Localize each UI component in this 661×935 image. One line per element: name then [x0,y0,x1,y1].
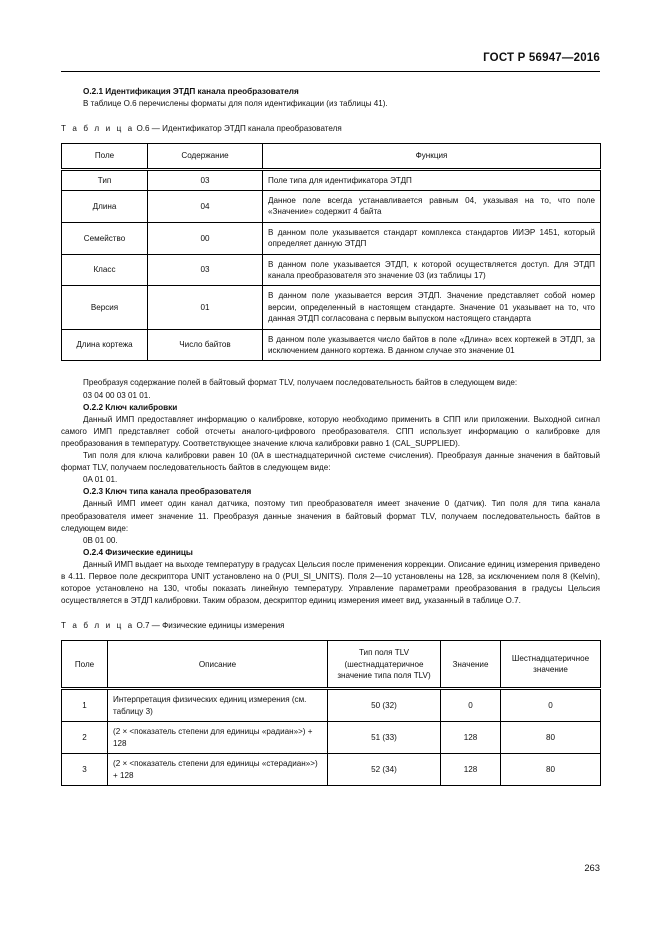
table-6-caption-label: Т а б л и ц а [61,124,135,134]
table-7-caption-text: О.7 — Физические единицы измерения [136,621,285,631]
table-row [62,329,601,361]
table-row [62,222,601,254]
cell-content: 03 [148,169,263,190]
table-row [62,254,601,286]
cell-field: Длина кортежа [62,329,148,361]
col-header-content: Содержание [148,144,263,169]
cell-function: Данное поле всегда устанавливается равным 04, указывая на то, что поле «Значение» содержит 4 байта [263,191,601,223]
cell-hex-value: 0 [501,689,601,722]
cell-function: В данном поле указывается число байтов в поле «Длина» всех кортежей в ЭТДП, за исключением данного кортежа. В данном случае это значение 01 [263,329,601,361]
running-head-standard-number: ГОСТ Р 56947—2016 [483,52,600,64]
spacer [61,361,600,377]
cell-content: 00 [148,222,263,254]
paragraph-o-2-4-1: Данный ИМП выдает на выходе температуру в градусах Цельсия после применения коррекции. Описание единиц измерения приведено в 4.11. Первое поле дескриптора UNIT установлено на 0 (PUI_SI_UNITS). Поля 2—10 установлены на 128, за исключением поля 8 (Kelvin), которое установлено на 130, чтобы показать линейную температуру. Управление параметрами преобразования в градусы Цельсия осуществляется в ЭТДП калибровки. Таким образом, дескриптор единиц измерения имеет вид, указанный в таблице О.7. [61,559,600,606]
cell-description: (2 × <показатель степени для единицы «стерадиан»>) + 128 [108,754,328,786]
table-row [62,689,601,722]
spacer [61,607,600,620]
spacer [61,632,600,640]
table-header-row [62,641,601,689]
paragraph-after-table-6: Преобразуя содержание полей в байтовый формат TLV, получаем последовательность байтов в следующем виде: [83,378,518,388]
page-content [61,86,600,786]
cell-field: 3 [62,754,108,786]
byte-sequence-o-2-2: 0A 01 01. [83,475,118,485]
col-header-value: Значение [441,641,501,689]
cell-tlv-type: 51 (33) [328,722,441,754]
table-row [62,191,601,223]
cell-content: 01 [148,286,263,329]
table-7-caption-label: Т а б л и ц а [61,621,135,631]
heading-o-2-3: О.2.3 Ключ типа канала преобразователя [83,487,252,497]
spacer [61,110,600,123]
cell-description: Интерпретация физических единиц измерения (см. таблицу 3) [108,689,328,722]
table-6-caption-text: О.6 — Идентификатор ЭТДП канала преобразователя [136,124,342,134]
paragraph-o-2-2-2: Тип поля для ключа калибровки равен 10 (0A в шестнадцатеричной системе счисления). Преобразуя данные значения в байтовый формат TLV, получаем последовательность байтов в следующем виде: [61,451,600,473]
table-7-wrapper [61,640,600,786]
cell-function: В данном поле указывается версия ЭТДП. Значение представляет собой номер версии, определенный в настоящем стандарте. Значение 01 указывает на то, что данная ЭТДП согласована с первым выпуском настоящего стандарта [263,286,601,329]
col-header-tlv-type: Тип поля TLV (шестнадцатеричное значение типа поля TLV) [328,641,441,689]
col-header-function: Функция [263,144,601,169]
col-header-field: Поле [62,144,148,169]
cell-field: 2 [62,722,108,754]
table-6-caption [61,123,600,135]
cell-value: 128 [441,754,501,786]
cell-field: Тип [62,169,148,190]
cell-description: (2 × <показатель степени для единицы «радиан»>) + 128 [108,722,328,754]
table-7-caption [61,620,600,632]
table-row [62,754,601,786]
col-header-description: Описание [108,641,328,689]
heading-o-2-2: О.2.2 Ключ калибровки [83,402,178,412]
table-header-row [62,144,601,169]
byte-sequence-o-2-1: 03 04 00 03 01 01. [83,390,151,400]
cell-field: 1 [62,689,108,722]
paragraph-o-2-1-intro: В таблице О.6 перечислены форматы для поля идентификации (из таблицы 41). [83,99,388,109]
table-o6-identifier [61,143,601,361]
table-o7-physical-units [61,640,601,786]
cell-content: 04 [148,191,263,223]
page-number: 263 [584,862,600,873]
heading-o-2-1: О.2.1 Идентификация ЭТДП канала преобразователя [83,87,299,96]
cell-content: Число байтов [148,329,263,361]
table-row [62,286,601,329]
running-head-rule [61,71,600,72]
paragraph-o-2-3-1: Данный ИМП имеет один канал датчика, поэтому тип преобразователя имеет значение 0 (датчик). Тип поля для типа канала преобразователя имеет значение 11. Преобразуя данные значения в байтовый формат TLV, получаем последовательность байтов в следующем виде: [61,499,600,533]
cell-content: 03 [148,254,263,286]
table-row [62,722,601,754]
cell-tlv-type: 50 (32) [328,689,441,722]
cell-hex-value: 80 [501,754,601,786]
heading-o-2-4: О.2.4 Физические единицы [83,547,193,557]
cell-function: В данном поле указывается стандарт комплекса стандартов ИИЭР 1451, который определяет данную ЭТДП [263,222,601,254]
col-header-hex-value: Шестнадцатеричное значение [501,641,601,689]
paragraph-o-2-2-1: Данный ИМП предоставляет информацию о калибровке, которую необходимо применить в СПП или приложении. Выходной сигнал самого ИМП представляет собой отсчеты аналого-цифрового преобразователя. СПП использует информацию о калибровке для преобразования в температуру. Соответствующее значение ключа калибровки равно 1 (CAL_SUPPLIED). [61,414,600,448]
cell-field: Длина [62,191,148,223]
cell-field: Семейство [62,222,148,254]
cell-value: 0 [441,689,501,722]
byte-sequence-o-2-3: 0B 01 00. [83,535,118,545]
cell-field: Версия [62,286,148,329]
cell-tlv-type: 52 (34) [328,754,441,786]
table-6-wrapper [61,143,600,361]
cell-function: Поле типа для идентификатора ЭТДП [263,169,601,190]
cell-hex-value: 80 [501,722,601,754]
cell-function: В данном поле указывается ЭТДП, к которой осуществляется доступ. Для ЭТДП канала преобразователя это значение 03 (из таблицы 17) [263,254,601,286]
col-header-field: Поле [62,641,108,689]
table-7-body [62,689,601,785]
cell-field: Класс [62,254,148,286]
table-6-body [62,169,601,361]
table-row [62,169,601,190]
cell-value: 128 [441,722,501,754]
spacer [61,135,600,143]
